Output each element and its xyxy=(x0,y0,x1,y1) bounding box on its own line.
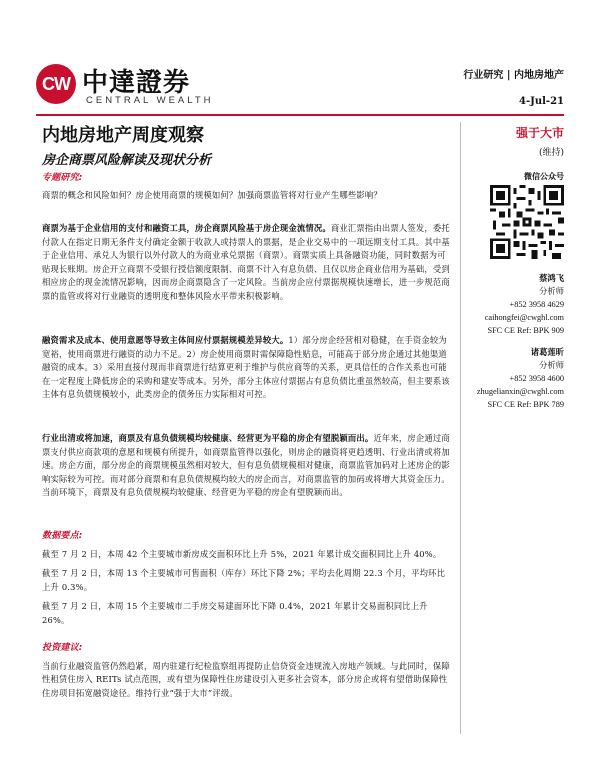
topic-section xyxy=(42,172,452,202)
wechat-label: 微信公众号 xyxy=(524,172,564,181)
analyst-role: 分析师 xyxy=(539,361,564,370)
logo-name-cn: 中達證券 xyxy=(82,68,191,98)
data-point-1: 截至 7 月 2 日，本周 42 个主要城市新房成交面积环比上升 5%，2021 年累计成交面积同比上升 40%。 xyxy=(42,548,442,559)
paragraph-1 xyxy=(42,222,452,303)
report-category: 行业研究 | 内地房地产 xyxy=(463,70,564,81)
invest-section xyxy=(42,642,452,700)
rating-note: (维持) xyxy=(538,148,564,158)
data-point-3: 截至 7 月 2 日，本周 15 个主要城市二手房交易建面环比下降 0.4%，2021 年累计交易面积同比上升 26%。 xyxy=(42,601,428,625)
rating: 强于大市 xyxy=(515,126,564,140)
analyst-role: 分析师 xyxy=(539,287,564,296)
data-point-2: 截至 7 月 2 日，本周 13 个主要城市可售面积（库存）环比下降 2%；平均去化周期 22.3 个月，平均环比上升 0.3%。 xyxy=(42,568,446,592)
paragraph-1-body: 商业汇票指由出票人签发，委托付款人在指定日期无条件支付确定金额于收款人或持票人的票据，是企业交易中的一项远期支付工具。其中基于企业信用、承兑人为银行以外付款人的为商业承兑票据（商票）。商票实质上具备融资功能，同时数据为可贴现长账期。房企开立商票不受银行授信额度限制、商票不计入有息负债、且仅以房企商业信用为基础，受到相应房企的现金流情况影响，因而房企商票隐含了一定风险。当前房企应付票据规模快速增长，进一步规范商票的监管或将对行业融资的透明度和整体风险水平带来积极影响。 xyxy=(42,223,450,301)
topic-intro: 商票的概念和风险如何？房企使用商票的规模如何？加强商票监管将对行业产生哪些影响？ xyxy=(42,189,382,200)
company-logo xyxy=(36,64,226,108)
data-heading: 数据要点: xyxy=(42,531,83,541)
paragraph-3 xyxy=(42,432,452,500)
paragraph-2-body: 1）部分房企经营相对稳健，在手资金较为宽裕，使用商票进行融资的动力不足。2）房企使用商票时需保障隐性贴息，可能高于部分房企通过其他渠道融资的成本。3）采用直接付现而非商票进行结算更利于维护与供应商等的关系，更具信任的合作关系也可能在一定程度上降低房企的采购和建安等成本。另外，部分主体应付票据占有息负债比重虽然较高，但主要系该主体有息负债规模较小，此类房企的债务压力实际相对可控。 xyxy=(42,335,450,399)
wechat-qr-code-icon xyxy=(490,185,564,259)
logo-mark: CW xyxy=(36,64,76,104)
topic-heading: 专题研究: xyxy=(42,173,83,183)
analyst-phone: +852 3958 4629 xyxy=(509,300,564,309)
invest-heading: 投资建议: xyxy=(42,643,83,653)
paragraph-2-lead: 融资需求及成本、使用意愿等导致主体间应付票据规模差异较大。 xyxy=(42,335,289,345)
invest-text: 当前行业融资监管仍然趋紧，周内驻建行纪检监察组再提防止信贷资金违规流入房地产领域。与此同时，保障性租赁住房入 REITs 试点范围，或有望为保障性住房建设引入更多社会资本，部分房企或将有望借助保障性住房项目拓宽融资途径。维持行业“强于大市”评级。 xyxy=(42,660,450,698)
paragraph-3-body: 近年来，房企通过商票支付供应商款项的意愿和规模有所提升，如商票监管得以强化，则房企的融资将更趋透明、行业出清或将加速。房企方面，部分房企的商票规模虽然相对较大，但有息负债规模相对健康，商票监管加码对上述房企的影响实际较为可控。而对部分商票和有息负债规模均较大的房企而言，对商票监管的加码或将增大其资金压力。当前环境下，商票及有息负债规模均较健康、经营更为平稳的房企有望脱颖而出。 xyxy=(42,433,450,497)
analyst-name: 诸葛莲昕 xyxy=(530,347,564,357)
analyst-card xyxy=(466,272,564,337)
report-date: 4-Jul-21 xyxy=(519,96,564,107)
logo-name-en: CENTRAL WEALTH xyxy=(86,95,214,106)
paragraph-1-lead: 商票为基于企业信用的支付和融资工具，房企商票风险基于房企现金流情况。 xyxy=(42,223,331,233)
column-divider xyxy=(460,122,461,734)
paragraph-3-lead: 行业出清或将加速，商票及有息负债规模均较健康、经营更为平稳的房企有望脱颖而出。 xyxy=(42,433,374,443)
analyst-ref: SFC CE Ref: BPK 789 xyxy=(487,400,564,409)
paragraph-2 xyxy=(42,334,452,402)
analyst-name: 蔡鸿飞 xyxy=(539,273,564,283)
analyst-email[interactable]: zhugelianxin@cwghl.com xyxy=(476,387,564,396)
analyst-phone: +852 3958 4600 xyxy=(509,374,564,383)
analyst-email[interactable]: caihongfei@cwghl.com xyxy=(484,313,564,322)
report-subtitle: 房企商票风险解读及现状分析 xyxy=(42,153,212,168)
report-title: 内地房地产周度观察 xyxy=(42,125,204,146)
header-rule xyxy=(36,114,564,116)
analyst-ref: SFC CE Ref: BPK 909 xyxy=(487,326,564,335)
data-section xyxy=(42,530,452,627)
analyst-card xyxy=(466,346,564,411)
